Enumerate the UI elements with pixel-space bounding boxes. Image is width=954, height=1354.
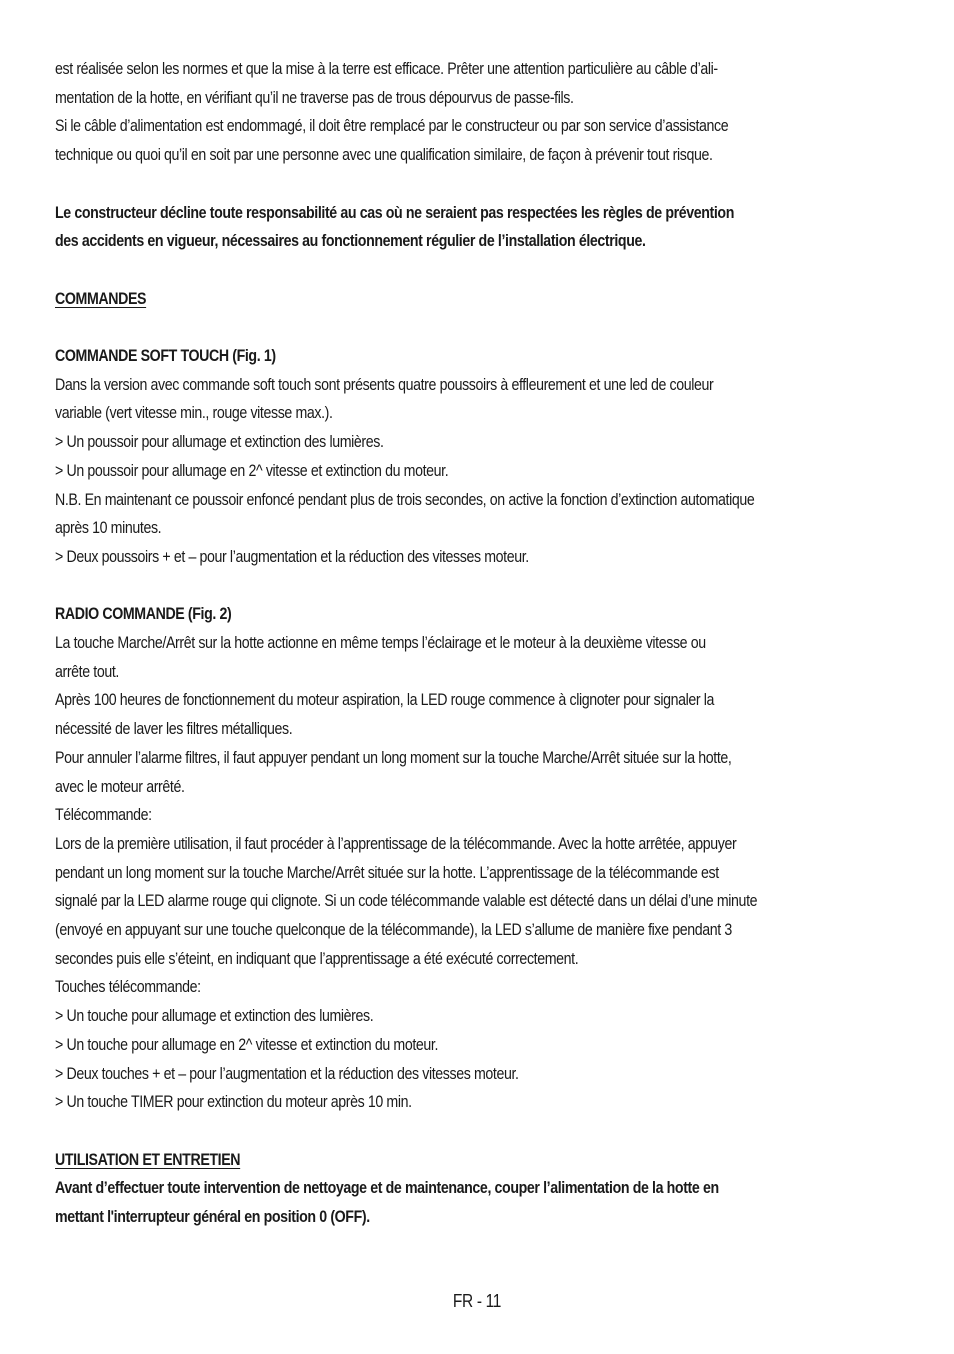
spacer	[55, 256, 900, 285]
soft-touch-line: Dans la version avec commande soft touch sont présents quatre poussoirs à effleurement et une led de couleur	[55, 375, 714, 394]
section-heading-utilisation: UTILISATION ET ENTRETIEN	[55, 1150, 241, 1169]
page-footer	[0, 1287, 954, 1315]
soft-touch-line: variable (vert vitesse min., rouge vitesse max.).	[55, 404, 333, 423]
intro-line-1: est réalisée selon les normes et que la mise à la terre est efficace. Prêter une attention particulière au câble d’ali-	[55, 60, 718, 78]
spacer	[55, 170, 900, 199]
page-number: FR - 11	[452, 1291, 502, 1311]
soft-touch-line: N.B. En maintenant ce poussoir enfoncé pendant plus de trois secondes, on active la fonction d’extinction automatique	[55, 490, 755, 509]
radio-line: Pour annuler l’alarme filtres, il faut appuyer pendant un long moment sur la touche Marche/Arrêt située sur la hotte,	[55, 748, 732, 767]
radio-line: nécessité de laver les filtres métalliques.	[55, 720, 293, 739]
radio-line: La touche Marche/Arrêt sur la hotte actionne en même temps l’éclairage et le moteur à la deuxième vitesse ou	[55, 634, 706, 652]
spacer	[55, 313, 900, 342]
warning-line-2: des accidents en vigueur, nécessaires au fonctionnement régulier de l’installation électrique.	[55, 232, 646, 251]
radio-line: signalé par la LED alarme rouge qui clignote. Si un code télécommande valable est détecté dans un délai d’une minute	[55, 892, 758, 911]
radio-line: (envoyé en appuyant sur une touche quelconque de la télécommande), la LED s’allume de manière fixe pendant 3	[55, 921, 732, 940]
radio-line: > Deux touches + et – pour l’augmentation et la réduction des vitesses moteur.	[55, 1064, 519, 1083]
intro-line-3: Si le câble d’alimentation est endommagé, il doit être remplacé par le constructeur ou par son service d’assistance	[55, 117, 729, 136]
section-heading-commandes: COMMANDES	[55, 289, 147, 308]
radio-line: > Un touche pour allumage en 2^ vitesse et extinction du moteur.	[55, 1035, 439, 1054]
soft-touch-line: > Deux poussoirs + et – pour l’augmentation et la réduction des vitesses moteur.	[55, 547, 529, 566]
subheading-soft-touch: COMMANDE SOFT TOUCH (Fig. 1)	[55, 346, 276, 365]
soft-touch-line: après 10 minutes.	[55, 519, 162, 538]
utilisation-line-1: Avant d’effectuer toute intervention de nettoyage et de maintenance, couper l’alimentation de la hotte en	[55, 1179, 719, 1198]
radio-line: secondes puis elle s’éteint, en indiquant que l’apprentissage a été exécuté correctement.	[55, 949, 579, 968]
radio-line: Lors de la première utilisation, il faut procéder à l’apprentissage de la télécommande. Avec la hotte arrêtée, appuyer	[55, 834, 737, 853]
intro-line-2: mentation de la hotte, en vérifiant qu’il ne traverse pas de trous dépourvus de passe-fils.	[55, 88, 574, 107]
radio-line: avec le moteur arrêté.	[55, 777, 185, 796]
radio-line: > Un touche pour allumage et extinction des lumières.	[55, 1007, 374, 1026]
utilisation-line-2: mettant l'interrupteur général en position 0 (OFF).	[55, 1208, 370, 1227]
spacer	[55, 572, 900, 601]
soft-touch-line: > Un poussoir pour allumage en 2^ vitesse et extinction du moteur.	[55, 461, 449, 480]
subheading-radio-commande: RADIO COMMANDE (Fig. 2)	[55, 605, 232, 624]
radio-line: Touches télécommande:	[55, 978, 201, 997]
radio-line: arrête tout.	[55, 662, 119, 681]
radio-line: > Un touche TIMER pour extinction du moteur après 10 min.	[55, 1093, 412, 1112]
radio-line: pendant un long moment sur la touche Marche/Arrêt située sur la hotte. L’apprentissage de la télécommande est	[55, 863, 719, 882]
radio-line: Télécommande:	[55, 806, 152, 825]
radio-line: Après 100 heures de fonctionnement du moteur aspiration, la LED rouge commence à clignoter pour signaler la	[55, 691, 715, 710]
warning-line-1: Le constructeur décline toute responsabilité au cas où ne seraient pas respectées les règles de prévention	[55, 203, 734, 222]
intro-line-4: technique ou quoi qu’il en soit par une personne avec une qualification similaire, de façon à prévenir tout risque.	[55, 146, 713, 165]
soft-touch-line: > Un poussoir pour allumage et extinction des lumières.	[55, 433, 384, 452]
document-page	[55, 55, 900, 1232]
spacer	[55, 1117, 900, 1146]
